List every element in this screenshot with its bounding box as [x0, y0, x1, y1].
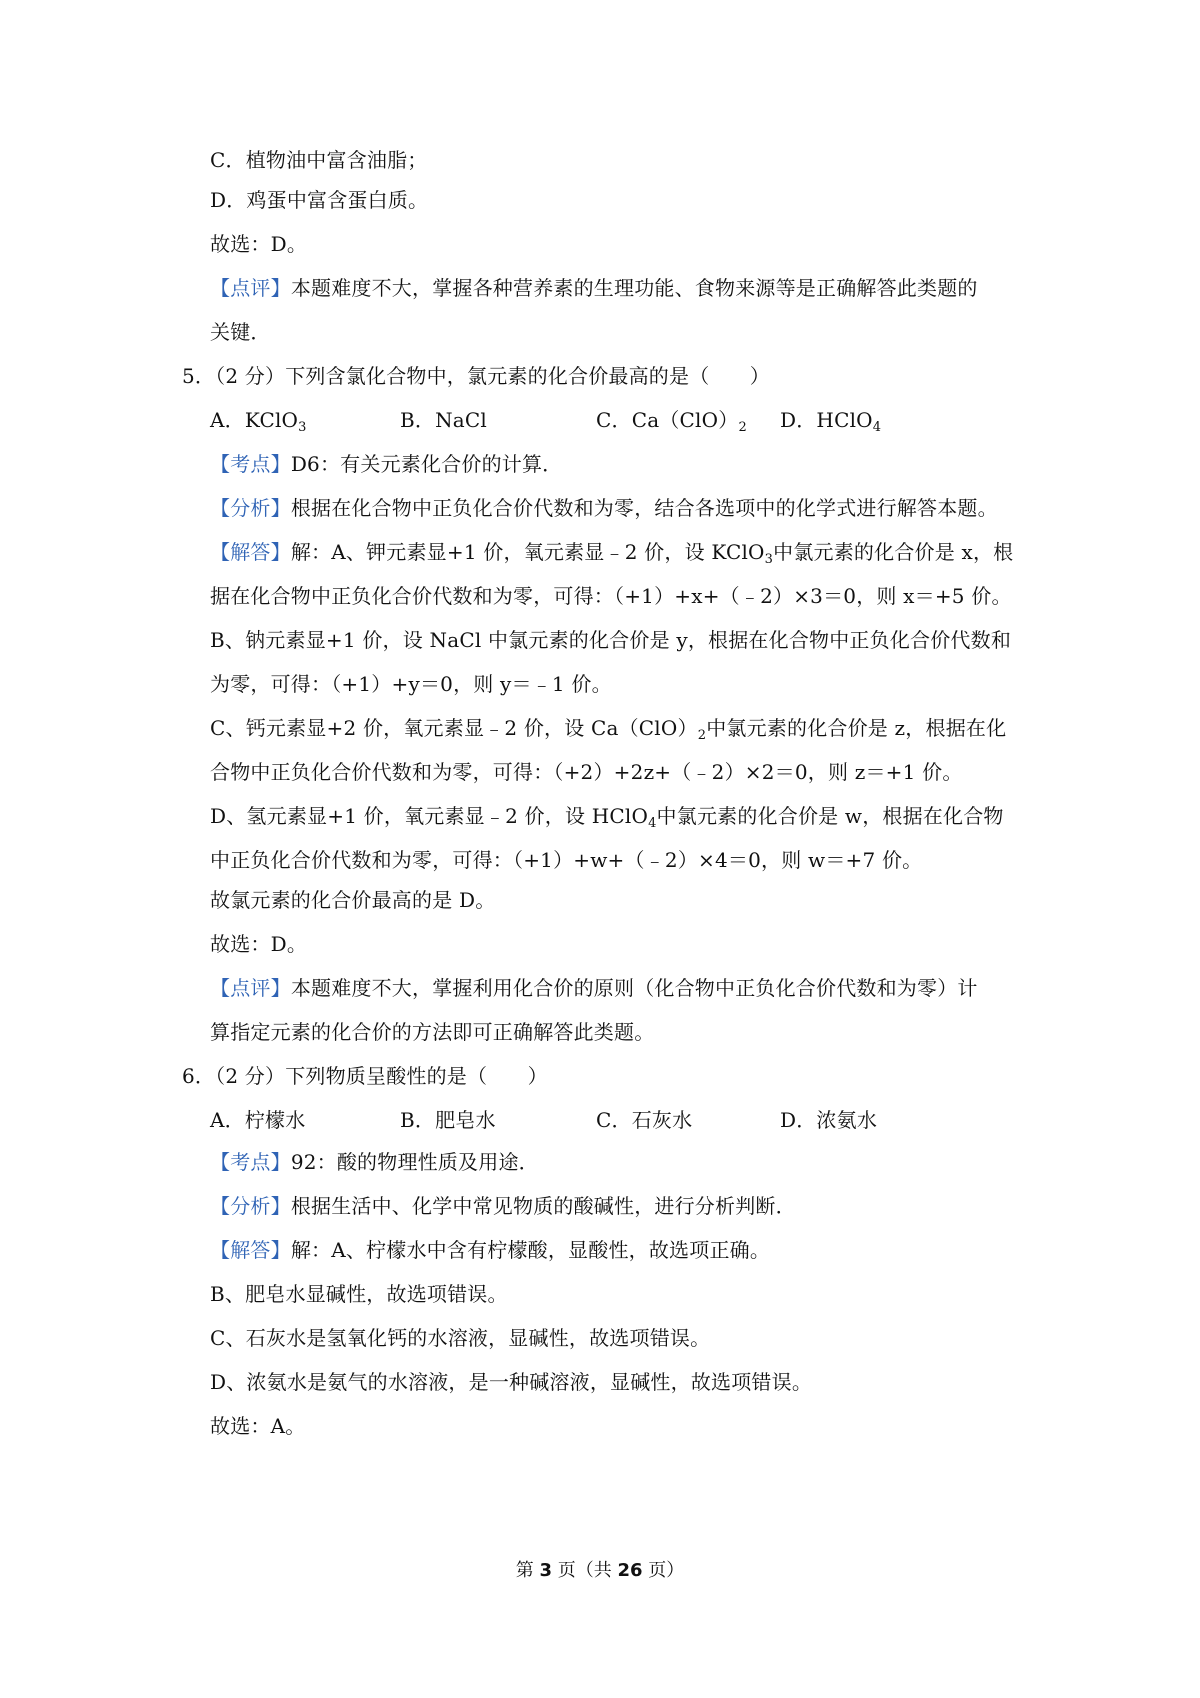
- kaodian-label: 【考点】: [210, 452, 291, 476]
- q5-d-line1: D、氢元素显+1 价，氧元素显﹣2 价，设 HClO$_4$中氯元素的化合价是 w，根据在化合物: [210, 804, 1004, 831]
- q5-answer: 故选：D。: [210, 932, 308, 956]
- comment-text: 本题难度不大，掌握各种营养素的生理功能、食物来源等是正确解答此类题的: [290, 276, 978, 300]
- question-5-stem: 5．（2 分）下列含氯化合物中，氯元素的化合价最高的是（ ）: [182, 364, 771, 388]
- q5-b-line1: B、钠元素显+1 价，设 NaCl 中氯元素的化合价是 y，根据在化合物中正负化合价代数和: [210, 628, 1012, 652]
- jieda-label: 【解答】: [210, 1238, 291, 1262]
- q6-fenxi: 【分析】根据生活中、化学中常见物质的酸碱性，进行分析判断．: [210, 1194, 796, 1218]
- fenxi-label: 【分析】: [210, 1194, 291, 1218]
- question-5-options: [210, 406, 970, 434]
- option-c: C．$Ca(ClO)_2$: [596, 408, 747, 435]
- q5-jieda-cont: 据在化合物中正负化合价代数和为零，可得：（+1）+x+（﹣2）×3＝0，则 x＝+5 价。: [210, 584, 1012, 608]
- option-d-previous: D．鸡蛋中富含蛋白质。: [210, 188, 429, 212]
- comment-label: 【点评】: [210, 976, 291, 1000]
- comment-previous-cont: 关键．: [210, 320, 271, 344]
- q5-ping-cont: 算指定元素的化合价的方法即可正确解答此类题。: [210, 1020, 655, 1044]
- option-a: A．柠檬水: [210, 1108, 306, 1132]
- option-b: B．肥皂水: [400, 1108, 496, 1132]
- q5-b-line2: 为零，可得：（+1）+y＝0，则 y＝﹣1 价。: [210, 672, 612, 696]
- comment-label: 【点评】: [210, 276, 291, 300]
- q5-d-line2: 中正负化合价代数和为零，可得：（+1）+w+（﹣2）×4＝0，则 w＝+7 价。: [210, 848, 923, 872]
- q6-answer: 故选：A。: [210, 1414, 306, 1438]
- page-footer: 第 3 页（共 26 页）: [515, 1560, 685, 1581]
- q5-jieda: 【解答】解：A、钾元素显+1 价，氧元素显﹣2 价，设 KClO$_3$中氯元素的化合价是 x，根: [210, 540, 1014, 567]
- comment-previous: [210, 274, 978, 302]
- q5-fenxi: 【分析】根据在化合物中正负化合价代数和为零，结合各选项中的化学式进行解答本题。: [210, 496, 998, 520]
- answer-previous: 故选：D。: [210, 232, 308, 256]
- option-c-previous: C．植物油中富含油脂；: [210, 148, 428, 172]
- option-a: A．KClO$_3$: [210, 408, 307, 435]
- q6-kaodian: 【考点】92：酸的物理性质及用途．: [210, 1150, 539, 1174]
- option-d: D．浓氨水: [780, 1108, 878, 1132]
- option-c: C．石灰水: [596, 1108, 693, 1132]
- q5-ping: 【点评】本题难度不大，掌握利用化合价的原则（化合物中正负化合价代数和为零）计: [210, 976, 978, 1000]
- jieda-label: 【解答】: [210, 540, 291, 564]
- q6-jieda: 【解答】解：A、柠檬水中含有柠檬酸，显酸性，故选项正确。: [210, 1238, 771, 1262]
- option-b: B．NaCl: [400, 408, 488, 432]
- kaodian-label: 【考点】: [210, 1150, 291, 1174]
- page-total: 26: [617, 1560, 643, 1581]
- q6-b: B、肥皂水显碱性，故选项错误。: [210, 1282, 508, 1306]
- q5-c-line1: C、钙元素显+2 价，氧元素显﹣2 价，设 $Ca(ClO)_2$中氯元素的化合价是 z，根据在化: [210, 716, 1007, 743]
- question-6-options: [210, 1106, 970, 1134]
- page-number: 3: [539, 1560, 552, 1581]
- fenxi-label: 【分析】: [210, 496, 291, 520]
- q5-kaodian: 【考点】D6：有关元素化合价的计算．: [210, 452, 563, 476]
- question-6-stem: 6．（2 分）下列物质呈酸性的是（ ）: [182, 1064, 548, 1088]
- option-d: D．HClO$_4$: [780, 408, 882, 435]
- q6-c: C、石灰水是氢氧化钙的水溶液，显碱性，故选项错误。: [210, 1326, 711, 1350]
- q5-c-line2: 合物中正负化合价代数和为零，可得：（+2）+2z+（﹣2）×2＝0，则 z＝+1 价。: [210, 760, 963, 784]
- q5-conclusion: 故氯元素的化合价最高的是 D。: [210, 888, 496, 912]
- q6-d: D、浓氨水是氨气的水溶液，是一种碱溶液，显碱性，故选项错误。: [210, 1370, 813, 1394]
